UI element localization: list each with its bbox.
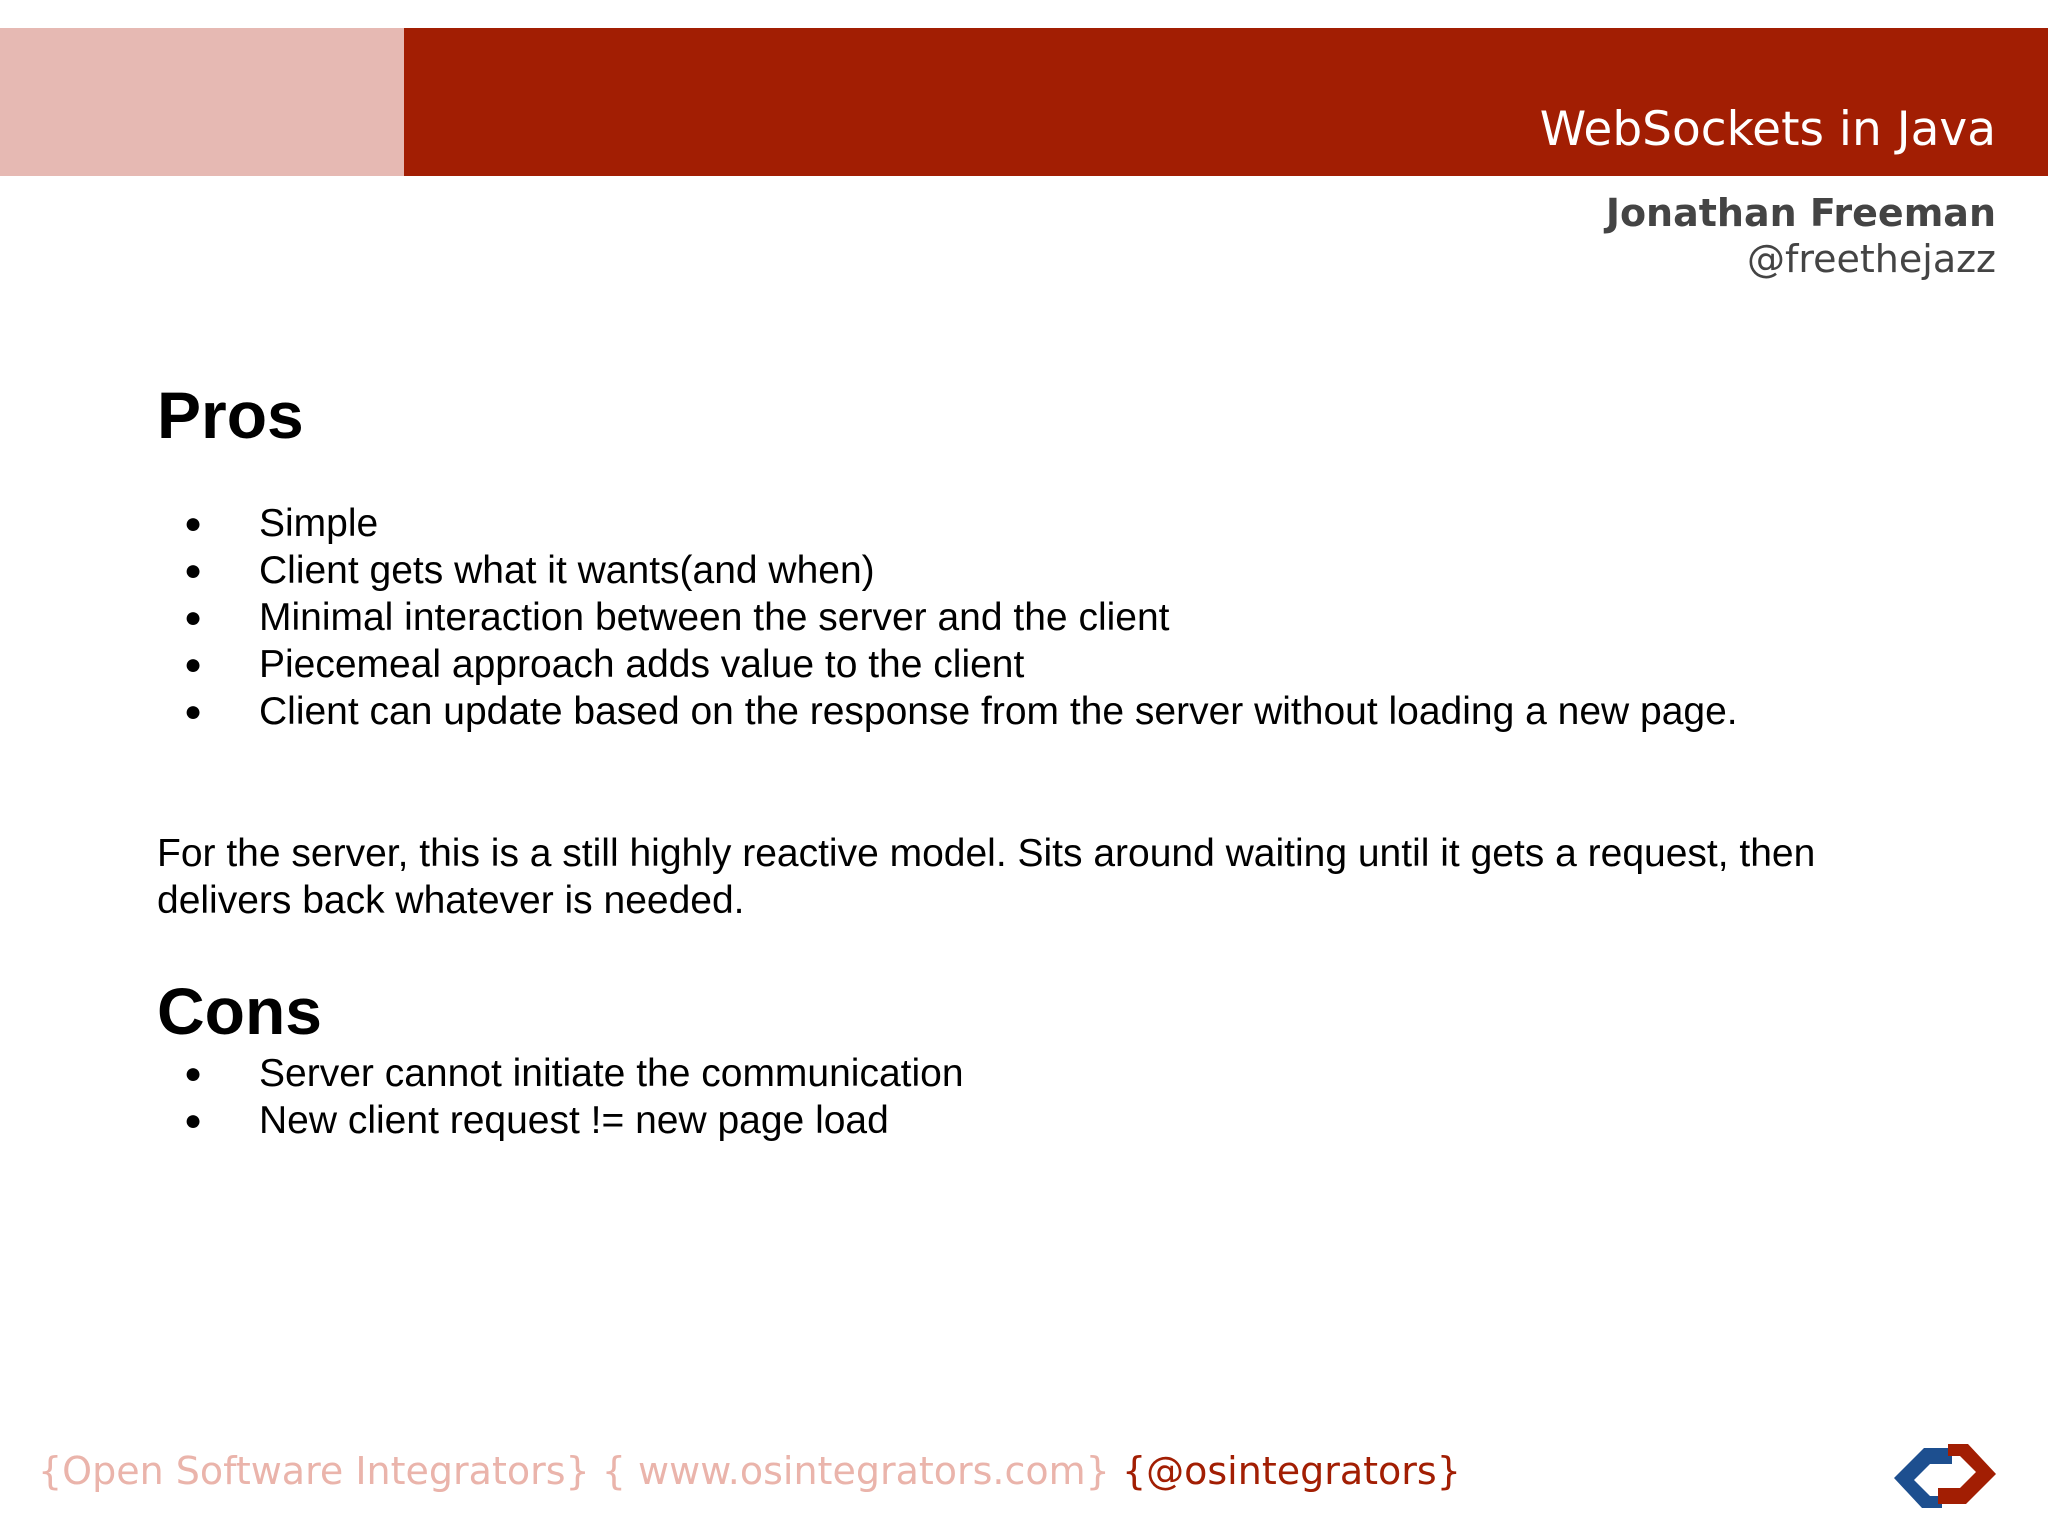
bullet-icon: ● <box>184 648 203 681</box>
bullet-icon: ● <box>184 601 203 634</box>
bullet-icon: ● <box>184 695 203 728</box>
footer-handle: {@osintegrators} <box>1121 1449 1461 1493</box>
author-block <box>1606 190 1996 282</box>
bullet-icon: ● <box>184 507 203 540</box>
bullet-icon: ● <box>184 1057 203 1090</box>
header-accent-block <box>0 28 404 176</box>
list-item-text: Client can update based on the response from the server without loading a new page. <box>259 690 1738 733</box>
list-item-text: Client gets what it wants(and when) <box>259 549 875 592</box>
footer <box>38 1449 1461 1493</box>
server-paragraph: For the server, this is a still highly reactive model. Sits around waiting until it gets a request, then delivers back whatever is needed. <box>157 832 1816 922</box>
osi-logo-icon <box>1890 1440 2000 1512</box>
list-item-text: New client request != new page load <box>259 1099 889 1142</box>
footer-website: { www.osintegrators.com} <box>601 1449 1110 1493</box>
slide-title: WebSockets in Java <box>1539 102 1996 157</box>
bullet-icon: ● <box>184 1104 203 1137</box>
list-item-text: Simple <box>259 502 379 545</box>
header-title-bar <box>404 28 2048 176</box>
list-item-text: Minimal interaction between the server and the client <box>259 596 1170 639</box>
footer-company: {Open Software Integrators} <box>38 1449 590 1493</box>
pros-heading: Pros <box>157 378 304 452</box>
author-name: Jonathan Freeman <box>1605 191 1996 235</box>
bullet-icon: ● <box>184 554 203 587</box>
author-handle: @freethejazz <box>1746 237 1996 281</box>
list-item-text: Server cannot initiate the communication <box>259 1052 964 1095</box>
header-band <box>0 28 2048 176</box>
cons-heading: Cons <box>157 974 322 1048</box>
list-item-text: Piecemeal approach adds value to the client <box>259 643 1025 686</box>
